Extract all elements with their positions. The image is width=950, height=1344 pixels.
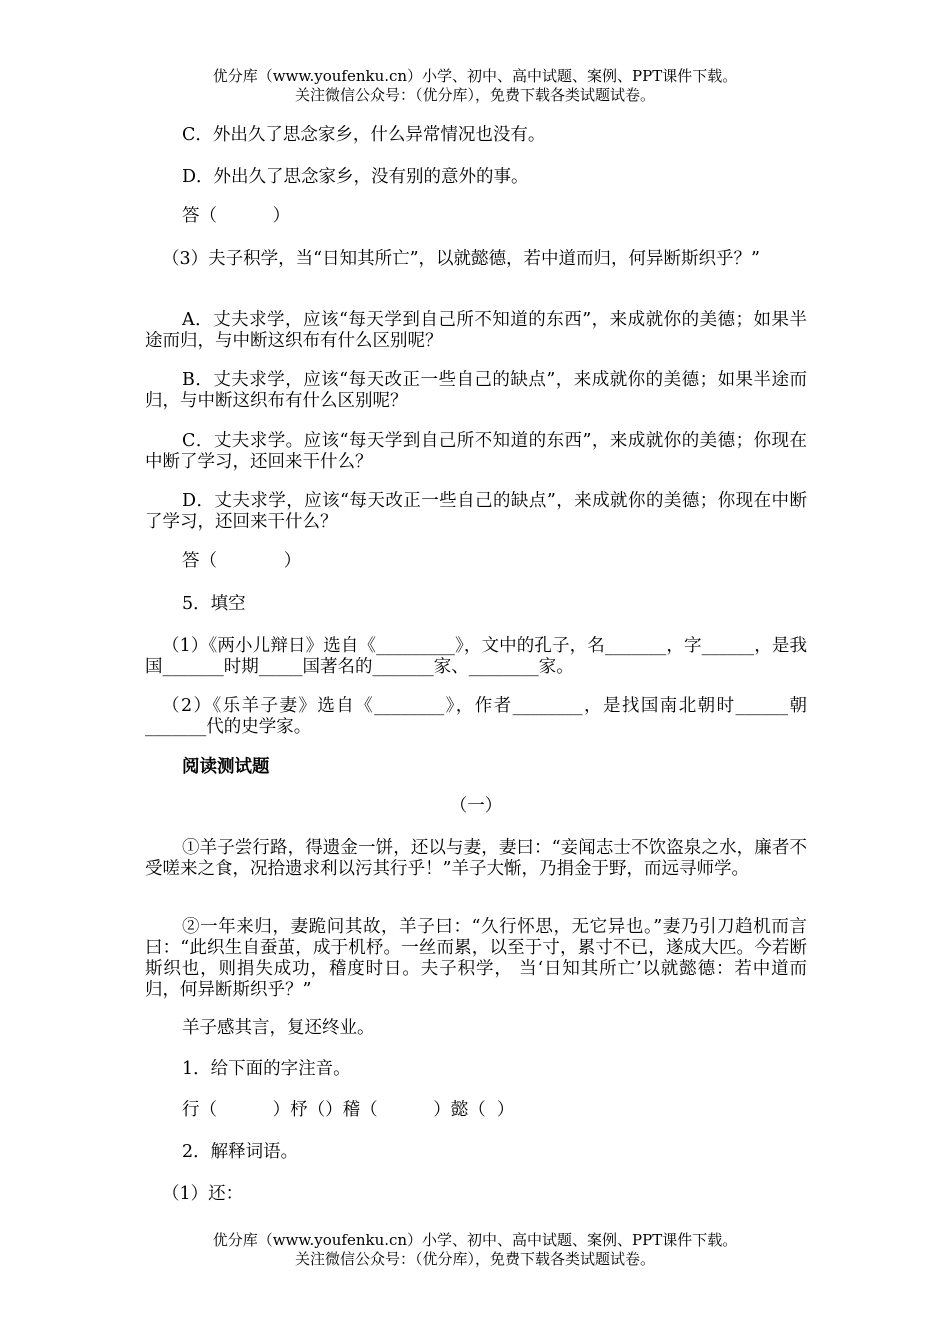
reading-title: 阅读测试题 xyxy=(182,757,270,777)
reading-question-1-blanks: 行（ ）杼（）稽（ ）懿（ ） xyxy=(182,1100,515,1120)
q2-answer: 答（ ） xyxy=(182,206,291,226)
header-line-1: 优分库（www.youfenku.cn）小学、初中、高中试题、案例、PPT课件下载。 xyxy=(212,67,738,85)
reading-question-2-item-1: （1）还： xyxy=(162,1184,244,1204)
reading-question-1: 1．给下面的字注音。 xyxy=(182,1059,351,1079)
q5-title: 5．填空 xyxy=(182,594,246,614)
q3-option-a: A．丈夫求学，应该“每天学到自己所不知道的东西”，来成就你的美德；如果半途而归，与中断这织布有什么区别呢？ xyxy=(145,310,807,351)
q3-option-c: C．丈夫求学。应该“每天学到自己所不知道的东西”，来成就你的美德；你现在中断了学习，还回来干什么？ xyxy=(145,431,807,472)
q3-answer: 答（ ） xyxy=(182,551,302,571)
reading-paragraph-1: ①羊子尝行路，得遗金一饼，还以与妻，妻曰：“妾闻志士不饮盗泉之水，廉者不受嗟来之食，况拾遗求利以污其行乎！”羊子大惭，乃捐金于野，而远寻师学。 xyxy=(145,838,807,879)
q5-item-2: （2）《乐羊子妻》选自《________》，作者________，是找国南北朝时______朝_______代的史学家。 xyxy=(145,696,807,737)
q2-option-c: C．外出久了思念家乡，什么异常情况也没有。 xyxy=(182,125,546,145)
header-line-2: 关注微信公众号：（优分库），免费下载各类试题试卷。 xyxy=(294,86,655,104)
q5-item-1: （1）《两小儿辩日》选自《_________》，文中的孔子，名_______，字______，是我国_______时期_____国著名的_______家、________家。 xyxy=(145,636,807,677)
reading-paragraph-2: ②一年来归，妻跪问其故，羊子曰：“久行怀思，无它异也。”妻乃引刀趋机而言曰：“此织生自蚕茧，成于机杼。一丝而累，以至于寸，累寸不已，遂成大匹。今若断斯织也，则捐失成功，稽度时日。夫子积学， 当‘日知其所亡’以就懿德：若中道而归，何异断斯织乎？” xyxy=(145,917,807,1000)
q3-option-d: D．丈夫求学，应该“每天改正一些自己的缺点”，来成就你的美德；你现在中断了学习，还回来干什么？ xyxy=(145,491,807,532)
reading-question-2: 2．解释词语。 xyxy=(182,1142,299,1162)
reading-part-label: （一） xyxy=(449,796,503,816)
q2-option-d: D．外出久了思念家乡，没有别的意外的事。 xyxy=(182,167,529,187)
q3-option-b: B．丈夫求学，应该“每天改正一些自己的缺点”，来成就你的美德；如果半途而归，与中断这织布有什么区别呢？ xyxy=(145,370,807,411)
reading-paragraph-3: 羊子感其言，复还终业。 xyxy=(182,1018,375,1038)
footer-line-1: 优分库（www.youfenku.cn）小学、初中、高中试题、案例、PPT课件下载。 xyxy=(212,1231,738,1249)
footer-line-2: 关注微信公众号：（优分库），免费下载各类试题试卷。 xyxy=(294,1250,655,1268)
q3-stem: （3）夫子积学，当“日知其所亡”，以就懿德，若中道而归，何异断斯织乎？” xyxy=(162,249,760,269)
